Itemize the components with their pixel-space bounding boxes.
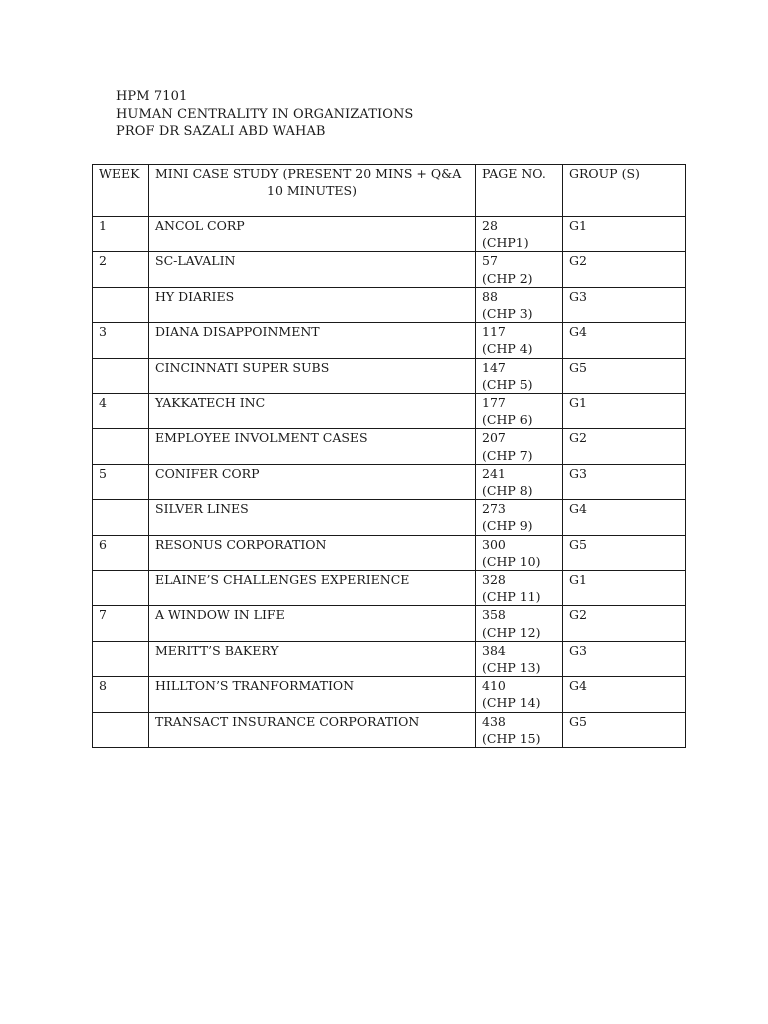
page-number: 300	[482, 536, 506, 552]
cell-group: G5	[563, 535, 686, 570]
cell-week: 8	[93, 677, 149, 712]
chapter-label: (CHP 13)	[482, 660, 541, 676]
document-header	[116, 88, 413, 141]
cell-case-study: SC-LAVALIN	[149, 252, 476, 287]
cell-week: 6	[93, 535, 149, 570]
chapter-label: (CHP 11)	[482, 589, 541, 605]
table-row	[93, 217, 686, 252]
page-number: 241	[482, 465, 506, 481]
cell-page-no	[476, 358, 563, 393]
cell-page-no	[476, 252, 563, 287]
chapter-label: (CHP1)	[482, 235, 529, 251]
cell-page-no	[476, 500, 563, 535]
cell-week: 5	[93, 464, 149, 499]
table-row	[93, 429, 686, 464]
page-number: 438	[482, 713, 506, 729]
cell-case-study: CINCINNATI SUPER SUBS	[149, 358, 476, 393]
cell-case-study: HY DIARIES	[149, 287, 476, 322]
cell-group: G5	[563, 712, 686, 747]
page-number: 117	[482, 324, 506, 340]
cell-page-no	[476, 217, 563, 252]
chapter-label: (CHP 2)	[482, 270, 533, 286]
table-row	[93, 358, 686, 393]
table-row	[93, 394, 686, 429]
cell-group: G3	[563, 641, 686, 676]
cell-week	[93, 358, 149, 393]
cell-case-study: TRANSACT INSURANCE CORPORATION	[149, 712, 476, 747]
cell-week: 3	[93, 323, 149, 358]
chapter-label: (CHP 4)	[482, 341, 533, 357]
cell-page-no	[476, 394, 563, 429]
cell-week	[93, 500, 149, 535]
page-number: 410	[482, 678, 506, 694]
cell-case-study: EMPLOYEE INVOLMENT CASES	[149, 429, 476, 464]
chapter-label: (CHP 14)	[482, 695, 541, 711]
table-row	[93, 535, 686, 570]
cell-group: G1	[563, 217, 686, 252]
cell-case-study: DIANA DISAPPOINMENT	[149, 323, 476, 358]
chapter-label: (CHP 6)	[482, 412, 533, 428]
cell-case-study: SILVER LINES	[149, 500, 476, 535]
table-row	[93, 712, 686, 747]
cell-case-study: A WINDOW IN LIFE	[149, 606, 476, 641]
cell-week: 4	[93, 394, 149, 429]
header-week: WEEK	[93, 165, 149, 217]
page-number: 177	[482, 395, 506, 411]
table-row	[93, 287, 686, 322]
cell-page-no	[476, 464, 563, 499]
cell-group: G1	[563, 571, 686, 606]
cell-group: G4	[563, 500, 686, 535]
chapter-label: (CHP 10)	[482, 553, 541, 569]
cell-page-no	[476, 429, 563, 464]
table-row	[93, 641, 686, 676]
page-number: 273	[482, 501, 506, 517]
cell-group: G5	[563, 358, 686, 393]
page-number: 88	[482, 288, 498, 304]
chapter-label: (CHP 15)	[482, 730, 541, 746]
cell-page-no	[476, 287, 563, 322]
cell-case-study: RESONUS CORPORATION	[149, 535, 476, 570]
table-row	[93, 323, 686, 358]
cell-week	[93, 429, 149, 464]
page-number: 358	[482, 607, 506, 623]
page-number: 57	[482, 253, 498, 269]
cell-case-study: HILLTON’S TRANFORMATION	[149, 677, 476, 712]
cell-group: G1	[563, 394, 686, 429]
header-page-no: PAGE NO.	[476, 165, 563, 217]
cell-week: 1	[93, 217, 149, 252]
lecturer-name: PROF DR SAZALI ABD WAHAB	[116, 124, 326, 139]
cell-week	[93, 641, 149, 676]
cell-case-study: CONIFER CORP	[149, 464, 476, 499]
cell-page-no	[476, 641, 563, 676]
header-case-line2: 10 MINUTES)	[267, 183, 357, 199]
course-code: HPM 7101	[116, 89, 188, 104]
cell-page-no	[476, 323, 563, 358]
chapter-label: (CHP 9)	[482, 518, 533, 534]
chapter-label: (CHP 5)	[482, 376, 533, 392]
cell-group: G2	[563, 252, 686, 287]
cell-group: G3	[563, 464, 686, 499]
header-case-line1: MINI CASE STUDY (PRESENT 20 MINS + Q&A	[155, 166, 462, 181]
cell-group: G2	[563, 606, 686, 641]
table-header-row	[93, 165, 686, 217]
page-number: 28	[482, 218, 498, 233]
chapter-label: (CHP 7)	[482, 447, 533, 463]
cell-case-study: ANCOL CORP	[149, 217, 476, 252]
table-row	[93, 252, 686, 287]
page-number: 384	[482, 642, 506, 658]
table-row	[93, 677, 686, 712]
chapter-label: (CHP 12)	[482, 624, 541, 640]
case-study-schedule-table	[92, 164, 686, 748]
page-number: 207	[482, 430, 506, 446]
cell-group: G3	[563, 287, 686, 322]
cell-week	[93, 287, 149, 322]
header-groups: GROUP (S)	[563, 165, 686, 217]
cell-group: G4	[563, 677, 686, 712]
cell-case-study: YAKKATECH INC	[149, 394, 476, 429]
cell-case-study: MERITT’S BAKERY	[149, 641, 476, 676]
table-row	[93, 500, 686, 535]
cell-group: G2	[563, 429, 686, 464]
cell-week	[93, 571, 149, 606]
cell-page-no	[476, 677, 563, 712]
cell-page-no	[476, 571, 563, 606]
chapter-label: (CHP 3)	[482, 306, 533, 322]
cell-week	[93, 712, 149, 747]
page-number: 328	[482, 572, 506, 588]
cell-page-no	[476, 606, 563, 641]
cell-group: G4	[563, 323, 686, 358]
table-row	[93, 464, 686, 499]
chapter-label: (CHP 8)	[482, 483, 533, 499]
cell-page-no	[476, 535, 563, 570]
course-title: HUMAN CENTRALITY IN ORGANIZATIONS	[116, 106, 414, 122]
page-number: 147	[482, 359, 506, 375]
header-mini-case-study	[149, 165, 476, 217]
table-row	[93, 606, 686, 641]
cell-page-no	[476, 712, 563, 747]
table-row	[93, 571, 686, 606]
cell-week: 7	[93, 606, 149, 641]
cell-case-study: ELAINE’S CHALLENGES EXPERIENCE	[149, 571, 476, 606]
cell-week: 2	[93, 252, 149, 287]
